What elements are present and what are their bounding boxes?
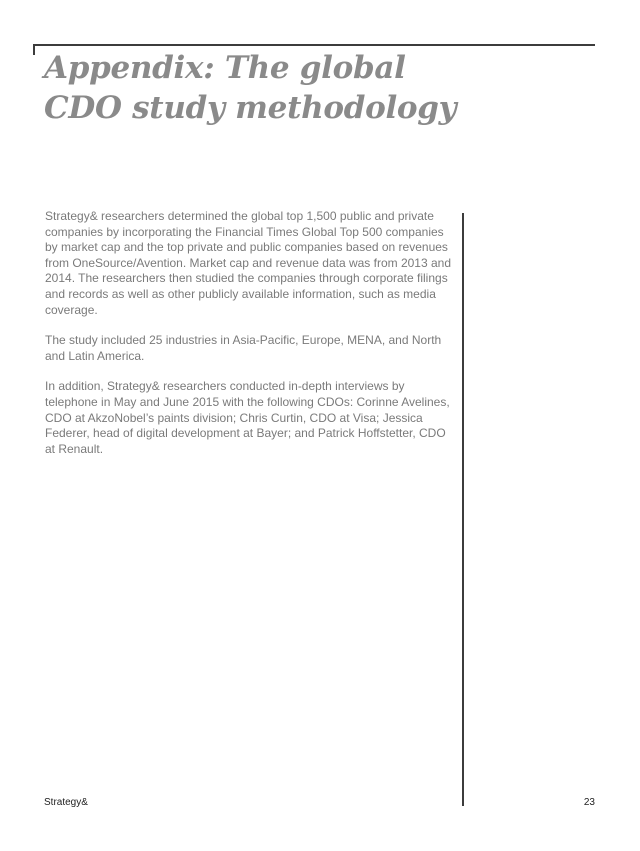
- footer-brand: Strategy&: [44, 797, 88, 808]
- page-number: 23: [583, 797, 595, 808]
- paragraph-industries: The study included 25 industries in Asia-Pacific, Europe, MENA, and North and Latin America.: [45, 333, 442, 363]
- top-rule: [33, 44, 595, 46]
- paragraph-methodology: Strategy& researchers determined the global top 1,500 public and private companies by incorporating the Financial Times Global Top 500 companies by market cap and the top private and public companies based on revenues from OneSource/Avention. Market cap and revenue data was from 2013 and 2014. The researchers then studied the companies through corporate filings and records as well as other publicly available information, such as media coverage.: [45, 209, 452, 317]
- vertical-divider: [462, 213, 464, 806]
- page-title: [44, 48, 564, 128]
- top-rule-tick: [33, 44, 35, 55]
- page-title-line-1: Appendix: The global: [44, 50, 406, 86]
- page-title-line-2: CDO study methodology: [44, 90, 457, 126]
- body-text: [45, 209, 455, 472]
- paragraph-interviews: In addition, Strategy& researchers conducted in-depth interviews by telephone in May and June 2015 with the following CDOs: Corinne Avelines, CDO at AkzoNobel’s paints division; Chris Curtin, CDO at Visa; Jessica Federer, head of digital development at Bayer; and Patrick Hoffstetter, CDO at Renault.: [45, 379, 450, 456]
